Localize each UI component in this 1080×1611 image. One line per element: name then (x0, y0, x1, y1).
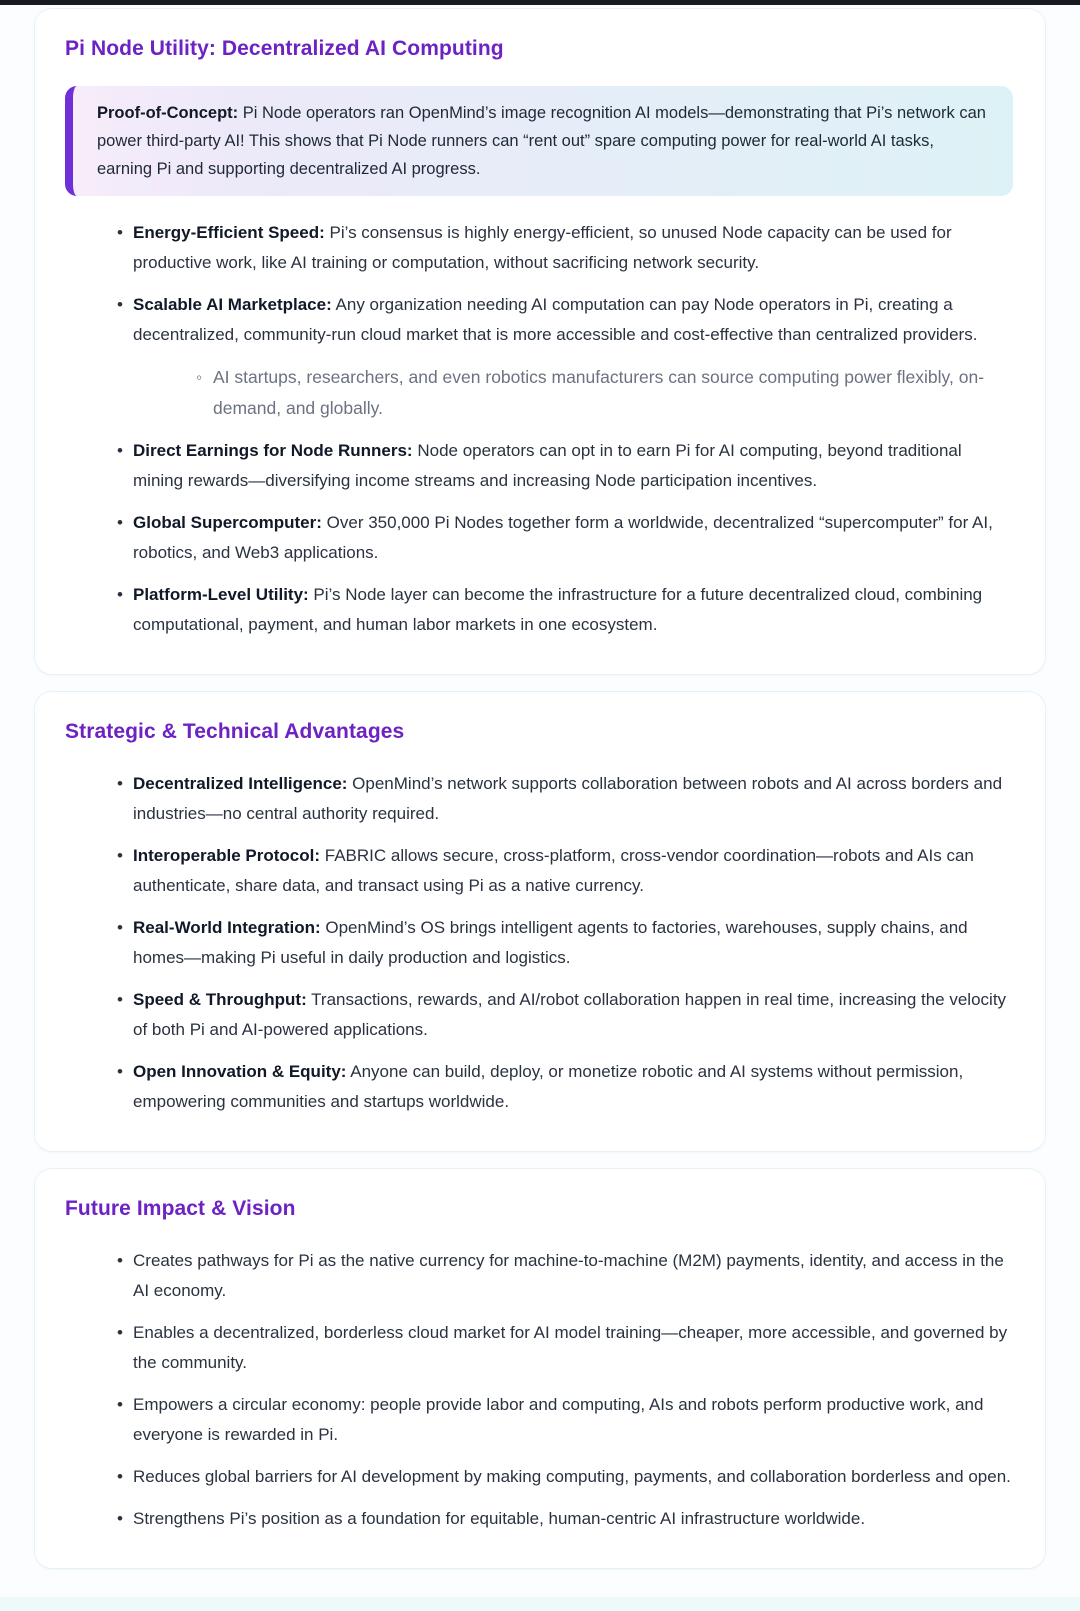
section-card (34, 8, 1046, 675)
bullet-lead: Global Supercomputer: (133, 513, 322, 532)
bullet-text: Any organization needing AI computation can pay Node operators in Pi, creating a decentralized, community-run cloud market that is more accessible and cost-effective than centralized providers. (133, 295, 978, 344)
bullet-text: Transactions, rewards, and AI/robot collaboration happen in real time, increasing the velocity of both Pi and AI-powered applications. (133, 990, 1007, 1039)
callout-lead: Proof-of-Concept: (97, 104, 239, 122)
bullet-item (133, 913, 1015, 973)
bullet-text: OpenMind’s network supports collaboration between robots and AI across borders and industries—no central authority required. (133, 774, 1003, 823)
bullet-item (133, 1390, 1015, 1450)
bullet-item (133, 290, 1015, 424)
document-content (0, 5, 1080, 1597)
bullet-item (133, 580, 1015, 640)
bullet-text: Anyone can build, deploy, or monetize robotic and AI systems without permission, empowering communities and startups worldwide. (133, 1062, 964, 1111)
bullet-item (133, 218, 1015, 278)
bullet-text: Pi’s consensus is highly energy-efficient, so unused Node capacity can be used for productive work, like AI training or computation, without sacrificing network security. (133, 223, 952, 272)
section-card (34, 691, 1046, 1152)
bullet-text: FABRIC allows secure, cross-platform, cross-vendor coordination—robots and AIs can authenticate, share data, and transact using Pi as a native currency. (133, 846, 974, 895)
bottom-strip (0, 1597, 1080, 1611)
bullet-list (65, 1246, 1015, 1534)
bullet-lead: Platform-Level Utility: (133, 585, 309, 604)
bullet-text: Node operators can opt in to earn Pi for AI computing, beyond traditional mining rewards—diversifying income streams and increasing Node participation incentives. (133, 441, 962, 490)
bullet-lead: Interoperable Protocol: (133, 846, 321, 865)
bullet-lead: Energy-Efficient Speed: (133, 223, 325, 242)
sub-bullet-item: ◦ AI startups, researchers, and even robotics manufacturers can source computing power flexibly, on-demand, and globally. (213, 362, 1015, 424)
bullet-lead: Speed & Throughput: (133, 990, 307, 1009)
bullet-lead: Decentralized Intelligence: (133, 774, 348, 793)
bullet-item (133, 1246, 1015, 1306)
section-title: Strategic & Technical Advantages (65, 720, 405, 743)
callout-body: Pi Node operators ran OpenMind’s image recognition AI models—demonstrating that Pi’s network can power third-party AI! This shows that Pi Node runners can “rent out” spare computing power for real-world AI tasks, earning Pi and supporting decentralized AI progress. (97, 104, 986, 178)
bullet-item (133, 769, 1015, 829)
bullet-text: Over 350,000 Pi Nodes together form a worldwide, decentralized “supercomputer” for AI, robotics, and Web3 applications. (133, 513, 993, 562)
bullet-lead: Direct Earnings for Node Runners: (133, 441, 413, 460)
bullet-text: Strengthens Pi’s position as a foundation for equitable, human-centric AI infrastructure worldwide. (133, 1509, 866, 1528)
bullet-lead: Real-World Integration: (133, 918, 321, 937)
bullet-lead: Open Innovation & Equity: (133, 1062, 347, 1081)
bullet-item (133, 436, 1015, 496)
bullet-text: OpenMind’s OS brings intelligent agents to factories, warehouses, supply chains, and homes—making Pi useful in daily production and logistics. (133, 918, 968, 967)
section-title: Future Impact & Vision (65, 1197, 296, 1220)
bullet-item (133, 1318, 1015, 1378)
proof-of-concept-callout (65, 86, 1013, 196)
bullet-text: Empowers a circular economy: people provide labor and computing, AIs and robots perform productive work, and everyone is rewarded in Pi. (133, 1395, 984, 1444)
bullet-item (133, 841, 1015, 901)
bullet-text: Pi’s Node layer can become the infrastructure for a future decentralized cloud, combining computational, payment, and human labor markets in one ecosystem. (133, 585, 983, 634)
bullet-list (65, 218, 1015, 640)
bullet-item (133, 508, 1015, 568)
callout-text (97, 99, 987, 183)
bullet-text: Enables a decentralized, borderless cloud market for AI model training—cheaper, more accessible, and governed by the community. (133, 1323, 1008, 1372)
bullet-lead: Scalable AI Marketplace: (133, 295, 332, 314)
bullet-text: Creates pathways for Pi as the native currency for machine-to-machine (M2M) payments, identity, and access in the AI economy. (133, 1251, 1004, 1300)
bullet-item (133, 1504, 1015, 1534)
bullet-item (133, 1462, 1015, 1492)
bullet-item (133, 1057, 1015, 1117)
section-title: Pi Node Utility: Decentralized AI Computing (65, 37, 504, 60)
bullet-item (133, 985, 1015, 1045)
sub-bullet-list (133, 362, 1015, 424)
bullet-text: Reduces global barriers for AI development by making computing, payments, and collaboration borderless and open. (133, 1467, 1011, 1486)
bullet-list (65, 769, 1015, 1117)
section-card (34, 1168, 1046, 1569)
